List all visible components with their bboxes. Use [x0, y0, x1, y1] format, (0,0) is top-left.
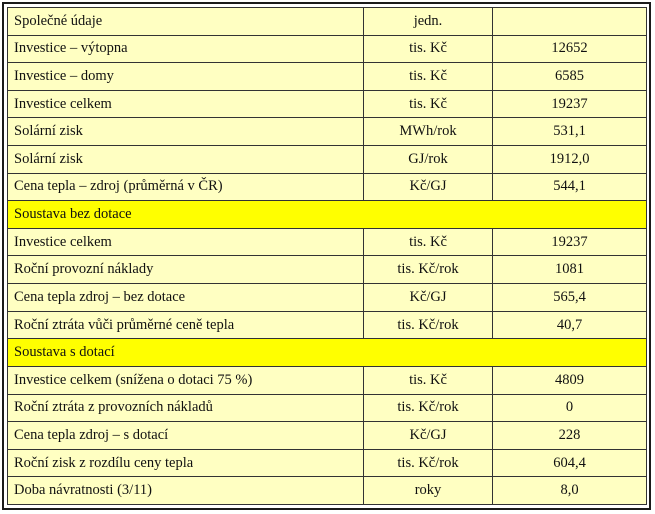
- row-unit: tis. Kč/rok: [364, 256, 493, 284]
- table-row: [8, 256, 647, 284]
- row-value: 531,1: [493, 118, 647, 146]
- row-label: Roční ztráta z provozních nákladů: [8, 394, 364, 422]
- table-row: [8, 477, 647, 505]
- row-unit: tis. Kč: [364, 63, 493, 91]
- row-value: 604,4: [493, 449, 647, 477]
- row-unit: tis. Kč: [364, 366, 493, 394]
- table-row: [8, 422, 647, 450]
- row-value: 19237: [493, 90, 647, 118]
- row-value: 6585: [493, 63, 647, 91]
- row-value: 8,0: [493, 477, 647, 505]
- row-label: Solární zisk: [8, 118, 364, 146]
- section-title: Soustava s dotací: [8, 339, 647, 367]
- row-value: 228: [493, 422, 647, 450]
- row-unit: Kč/GJ: [364, 422, 493, 450]
- row-value: 565,4: [493, 284, 647, 312]
- row-label: Roční ztráta vůči průměrné ceně tepla: [8, 311, 364, 339]
- section-title: Soustava bez dotace: [8, 201, 647, 229]
- row-label: Investice celkem: [8, 90, 364, 118]
- row-label: Investice – výtopna: [8, 35, 364, 63]
- row-unit: tis. Kč/rok: [364, 449, 493, 477]
- row-unit: MWh/rok: [364, 118, 493, 146]
- table-row: [8, 394, 647, 422]
- row-label: Solární zisk: [8, 146, 364, 174]
- table-row: [8, 449, 647, 477]
- row-unit: tis. Kč/rok: [364, 394, 493, 422]
- header-value: [493, 8, 647, 36]
- row-value: 19237: [493, 228, 647, 256]
- row-unit: Kč/GJ: [364, 173, 493, 201]
- table-frame: [2, 2, 651, 510]
- table-row: [8, 366, 647, 394]
- row-label: Cena tepla zdroj – bez dotace: [8, 284, 364, 312]
- row-label: Cena tepla zdroj – s dotací: [8, 422, 364, 450]
- row-unit: GJ/rok: [364, 146, 493, 174]
- table-row: [8, 228, 647, 256]
- row-value: 0: [493, 394, 647, 422]
- table-row: [8, 35, 647, 63]
- header-row: [8, 8, 647, 36]
- row-value: 4809: [493, 366, 647, 394]
- table-row: [8, 146, 647, 174]
- header-unit: jedn.: [364, 8, 493, 36]
- table-row: [8, 173, 647, 201]
- row-label: Investice celkem: [8, 228, 364, 256]
- row-unit: tis. Kč: [364, 35, 493, 63]
- row-value: 544,1: [493, 173, 647, 201]
- row-unit: tis. Kč: [364, 90, 493, 118]
- row-unit: Kč/GJ: [364, 284, 493, 312]
- row-value: 1912,0: [493, 146, 647, 174]
- header-label: Společné údaje: [8, 8, 364, 36]
- row-value: 12652: [493, 35, 647, 63]
- heating-cost-table: [7, 7, 647, 505]
- section-header-row: [8, 339, 647, 367]
- row-label: Investice celkem (snížena o dotaci 75 %): [8, 366, 364, 394]
- table-row: [8, 311, 647, 339]
- table-row: [8, 63, 647, 91]
- row-unit: tis. Kč/rok: [364, 311, 493, 339]
- row-label: Doba návratnosti (3/11): [8, 477, 364, 505]
- table-row: [8, 284, 647, 312]
- row-label: Investice – domy: [8, 63, 364, 91]
- section-header-row: [8, 201, 647, 229]
- row-label: Roční zisk z rozdílu ceny tepla: [8, 449, 364, 477]
- row-value: 1081: [493, 256, 647, 284]
- row-label: Cena tepla – zdroj (průměrná v ČR): [8, 173, 364, 201]
- row-label: Roční provozní náklady: [8, 256, 364, 284]
- row-unit: tis. Kč: [364, 228, 493, 256]
- row-value: 40,7: [493, 311, 647, 339]
- row-unit: roky: [364, 477, 493, 505]
- table-row: [8, 118, 647, 146]
- table-row: [8, 90, 647, 118]
